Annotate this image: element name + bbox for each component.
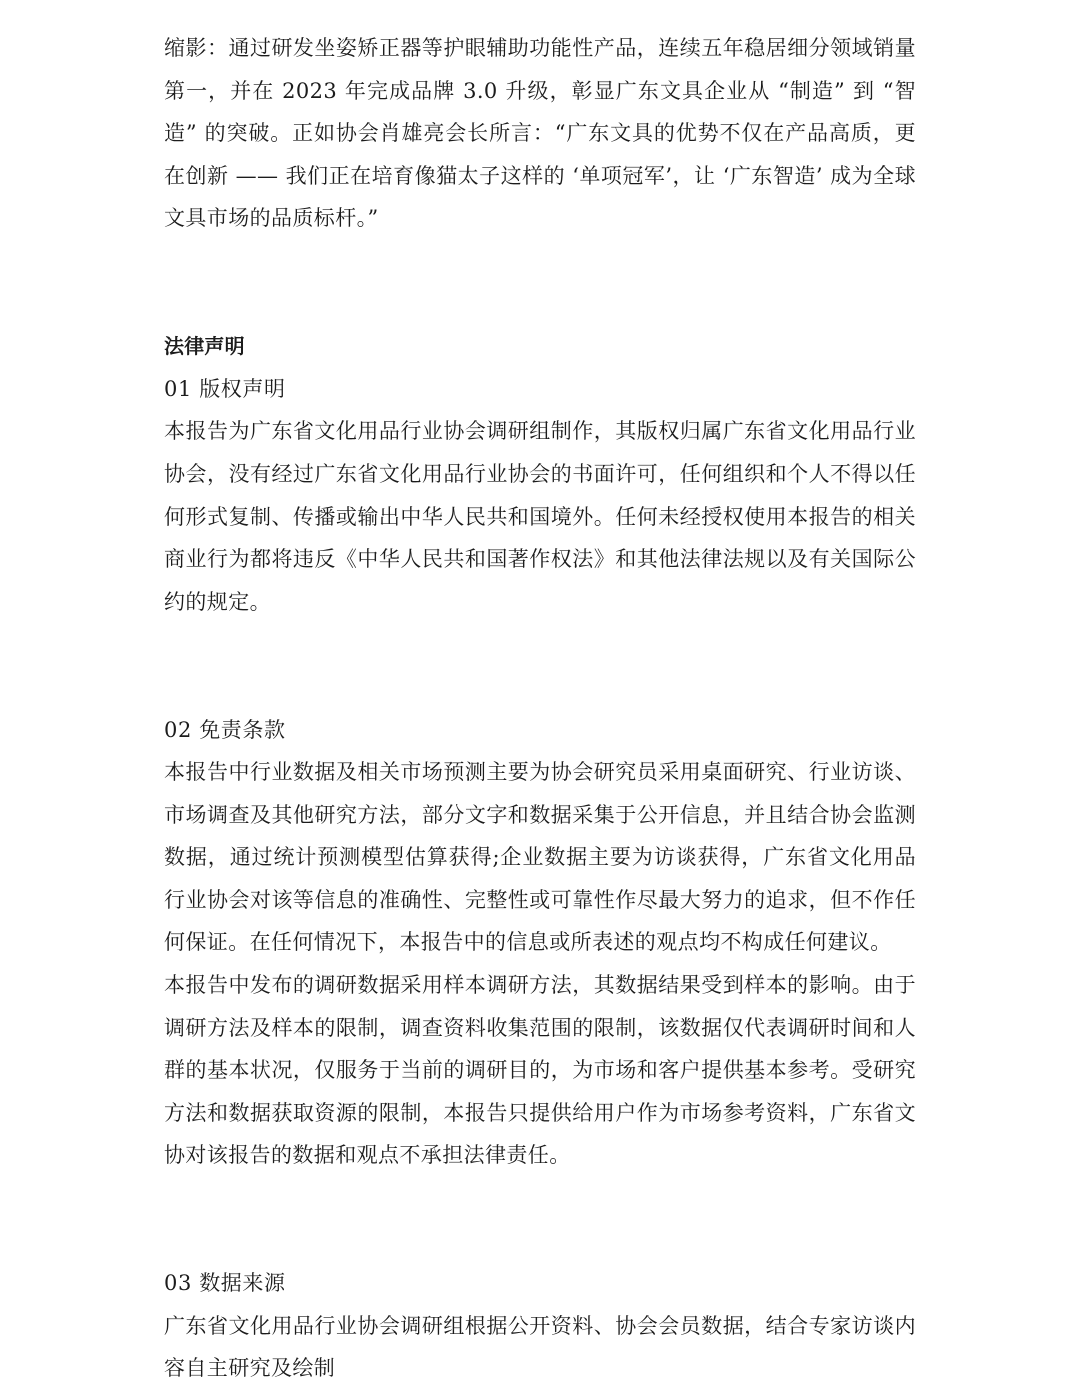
section-spacer	[164, 623, 916, 666]
section-spacer	[164, 1177, 916, 1220]
disclaimer-paragraph-1: 本报告中行业数据及相关市场预测主要为协会研究员采用桌面研究、行业访谈、市场调查及其他研究方法，部分文字和数据采集于公开信息，并且结合协会监测数据，通过统计预测模型估算获得;企业数据主要为访谈获得，广东省文化用品行业协会对该等信息的准确性、完整性或可靠性作尽最大努力的追求，但不作任何保证。在任何情况下，本报告中的信息或所表述的观点均不构成任何建议。	[164, 760, 916, 955]
copyright-heading: 01 版权声明	[164, 376, 286, 401]
section-spacer	[164, 1220, 916, 1263]
section-spacer	[164, 283, 916, 326]
section-spacer	[164, 240, 916, 283]
section-spacer	[164, 666, 916, 709]
intro-paragraph: 缩影：通过研发坐姿矫正器等护眼辅助功能性产品，连续五年稳居细分领域销量第一，并在 2023 年完成品牌 3.0 升级，彰显广东文具企业从 “制造” 到 “智造” 的突破。正如协会肖雄亮会长所言：“广东文具的优势不仅在产品高质，更在创新 —— 我们正在培育像猫太子这样的 ‘单项冠军’，让 ‘广东智造’ 成为全球文具市场的品质标杆。”	[164, 36, 916, 231]
disclaimer-paragraph-2: 本报告中发布的调研数据采用样本调研方法，其数据结果受到样本的影响。由于调研方法及样本的限制，调查资料收集范围的限制，该数据仅代表调研时间和人群的基本状况，仅服务于当前的调研目的，为市场和客户提供基本参考。受研究方法和数据获取资源的限制，本报告只提供给用户作为市场参考资料，广东省文协对该报告的数据和观点不承担法律责任。	[164, 973, 916, 1168]
document-body	[164, 27, 916, 1390]
data-source-paragraph: 广东省文化用品行业协会调研组根据公开资料、协会会员数据，结合专家访谈内容自主研究及绘制	[164, 1313, 916, 1381]
legal-section-title: 法律声明	[164, 334, 245, 359]
copyright-paragraph: 本报告为广东省文化用品行业协会调研组制作，其版权归属广东省文化用品行业协会，没有经过广东省文化用品行业协会的书面许可，任何组织和个人不得以任何形式复制、传播或输出中华人民共和国境外。任何未经授权使用本报告的相关商业行为都将违反《中华人民共和国著作权法》和其他法律法规以及有关国际公约的规定。	[164, 419, 916, 614]
disclaimer-heading: 02 免责条款	[164, 717, 286, 742]
data-source-heading: 03 数据来源	[164, 1271, 286, 1296]
